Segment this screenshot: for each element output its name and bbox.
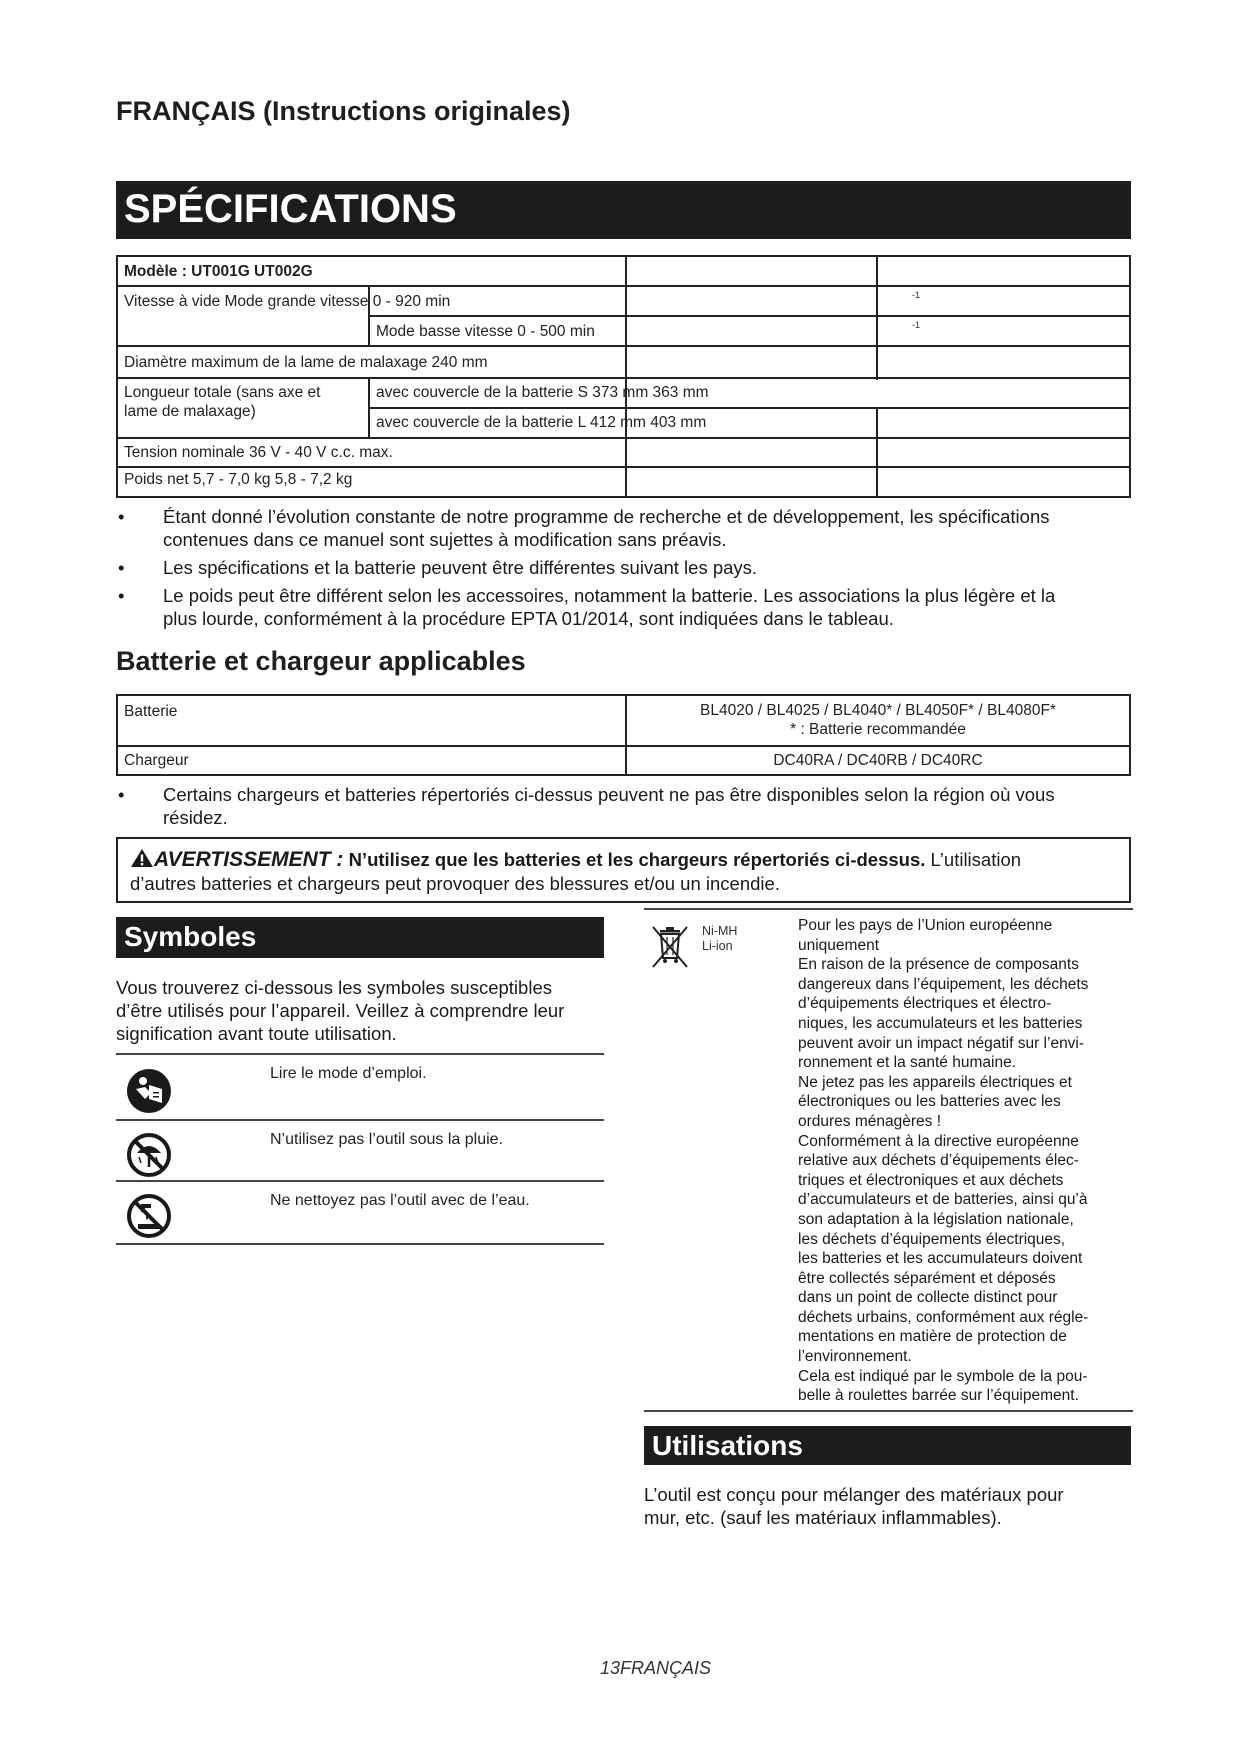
superscript: -1	[912, 320, 921, 330]
weee-line: Ne jetez pas les appareils électriques et	[798, 1073, 1072, 1091]
weee-line: belle à roulettes barrée sur l’équipement.	[798, 1387, 1079, 1405]
table-divider	[876, 257, 878, 380]
weee-line: Cela est indiqué par le symbole de la pou-	[798, 1367, 1088, 1385]
chemistry-label: Li-ion	[702, 939, 733, 953]
weee-line: peuvent avoir un impact négatif sur l’envi-	[798, 1034, 1085, 1052]
list-item	[116, 584, 1136, 630]
battery-chemistry	[702, 924, 737, 954]
utilisations-banner: Utilisations	[644, 1426, 1131, 1465]
table-divider	[368, 315, 1129, 317]
list-item	[116, 556, 1136, 579]
bullet-dot: •	[118, 506, 125, 527]
intro-line: signification avant toute utilisation.	[116, 1023, 397, 1044]
weee-line: En raison de la présence de composants	[798, 956, 1079, 974]
table-divider	[118, 377, 1129, 379]
weee-line: les déchets d’équipements électriques,	[798, 1230, 1066, 1248]
weee-text	[798, 916, 1128, 1406]
length-s-value: avec couvercle de la batterie S 373 mm 363 mm	[376, 384, 709, 401]
symbol-text: Ne nettoyez pas l’outil avec de l’eau.	[270, 1192, 530, 1209]
weight-row: Poids net 5,7 - 7,0 kg 5,8 - 7,2 kg	[124, 471, 353, 488]
weee-line: ronnement et la santé humaine.	[798, 1054, 1016, 1072]
weee-line: dangereux dans l’équipement, les déchets	[798, 975, 1089, 993]
table-divider	[118, 345, 1129, 347]
utilisations-line: mur, etc. (sauf les matériaux inflammables).	[644, 1507, 1002, 1528]
battery-note: * : Batterie recommandée	[790, 721, 966, 738]
battery-table	[116, 694, 1131, 776]
note-text: Certains chargeurs et batteries répertoriés ci-dessus peuvent ne pas être disponibles selon la région où vous	[163, 784, 1055, 805]
table-divider	[118, 466, 1129, 468]
weee-line: Pour les pays de l’Union européenne	[798, 917, 1053, 934]
charger-label: Chargeur	[124, 752, 189, 769]
no-water-cleaning-icon	[125, 1192, 173, 1240]
weee-line: déchets urbains, conformément aux régle-	[798, 1308, 1089, 1326]
blade-diameter-row: Diamètre maximum de la lame de malaxage 240 mm	[124, 354, 488, 371]
bullet-dot: •	[118, 557, 125, 578]
symbol-row	[116, 1180, 604, 1245]
intro-line: Vous trouverez ci-dessous les symboles susceptibles	[116, 977, 552, 998]
length-label: Longueur totale (sans axe et	[124, 384, 321, 401]
table-divider	[368, 407, 1129, 409]
specifications-banner: SPÉCIFICATIONS	[116, 181, 1131, 239]
note-text: résidez.	[163, 807, 228, 828]
warning-icon	[130, 848, 154, 868]
symbol-row	[116, 1053, 604, 1119]
battery-label: Batterie	[124, 703, 178, 720]
bullet-dot: •	[118, 585, 125, 606]
note-text: Le poids peut être différent selon les accessoires, notamment la batterie. Les associations la plus légère et la	[163, 585, 1056, 606]
table-divider	[118, 745, 1129, 747]
table-divider	[118, 437, 1129, 439]
symbol-row	[116, 1119, 604, 1180]
availability-notes	[116, 783, 1136, 834]
weee-line: être collectés séparément et déposés	[798, 1269, 1056, 1287]
note-text: contenues dans ce manuel sont sujettes à modification sans préavis.	[163, 529, 727, 550]
weee-line: d’accumulateurs et de batteries, ainsi qu’à	[798, 1191, 1088, 1209]
speed-low-label: Mode basse vitesse 0 - 500 min	[376, 323, 595, 340]
specification-notes	[116, 505, 1136, 635]
note-text: plus lourde, conformément à la procédure EPTA 01/2014, sont indiquées dans le tableau.	[163, 608, 894, 629]
battery-section-heading: Batterie et chargeur applicables	[116, 646, 526, 676]
voltage-row: Tension nominale 36 V - 40 V c.c. max.	[124, 444, 393, 461]
symbol-text: N’utilisez pas l’outil sous la pluie.	[270, 1131, 503, 1148]
speed-high-label: Vitesse à vide Mode grande vitesse 0 - 920 min	[124, 293, 451, 310]
charger-value: DC40RA / DC40RB / DC40RC	[773, 752, 983, 769]
page-footer: 13FRANÇAIS	[599, 1658, 712, 1678]
weee-line: triques et électroniques et aux déchets	[798, 1171, 1064, 1189]
symbol-text: Lire le mode d’emploi.	[270, 1065, 427, 1082]
warning-text: L’utilisation	[930, 849, 1022, 870]
crossed-bin-icon	[648, 922, 692, 972]
weee-line: relative aux déchets d’équipements élec-	[798, 1152, 1079, 1170]
length-l-value: avec couvercle de la batterie L 412 mm 403 mm	[376, 414, 707, 431]
warning-bold-text: N’utilisez que les batteries et les chargeurs répertoriés ci-dessus.	[348, 849, 926, 870]
weee-line: les batteries et les accumulateurs doivent	[798, 1250, 1083, 1268]
model-row: Modèle : UT001G UT002G	[124, 263, 313, 280]
symbols-intro	[116, 976, 606, 1045]
weee-line: niques, les accumulateurs et les batteries	[798, 1014, 1083, 1032]
warning-box	[116, 837, 1131, 903]
list-item	[116, 505, 1136, 551]
weee-line: mentations en matière de protection de	[798, 1328, 1067, 1346]
length-label: lame de malaxage)	[124, 403, 256, 420]
bullet-dot: •	[118, 784, 125, 805]
weee-block	[644, 908, 1133, 1412]
intro-line: d’être utilisés pour l’appareil. Veillez à comprendre leur	[116, 1000, 565, 1021]
weee-line: uniquement	[798, 936, 880, 954]
table-divider	[118, 285, 1129, 287]
chemistry-label: Ni-MH	[702, 924, 738, 938]
read-manual-icon	[125, 1067, 173, 1115]
weee-line: son adaptation à la législation nationale,	[798, 1210, 1074, 1228]
battery-value: BL4020 / BL4025 / BL4040* / BL4050F* / BL4080F*	[700, 702, 1056, 719]
utilisations-line: L’outil est conçu pour mélanger des matériaux pour	[644, 1484, 1064, 1505]
warning-text: d’autres batteries et chargeurs peut provoquer des blessures et/ou un incendie.	[130, 873, 780, 894]
weee-line: l’environnement.	[798, 1348, 912, 1366]
weee-line: dans un point de collecte distinct pour	[798, 1289, 1058, 1307]
list-item	[116, 783, 1136, 829]
weee-line: d’équipements électriques et électro-	[798, 995, 1052, 1013]
specifications-table	[116, 255, 1131, 498]
superscript: -1	[912, 290, 921, 300]
weee-line: Conformément à la directive européenne	[798, 1132, 1079, 1150]
language-title: FRANÇAIS (Instructions originales)	[116, 96, 571, 126]
note-text: Les spécifications et la batterie peuvent être différentes suivant les pays.	[163, 557, 758, 578]
weee-line: ordures ménagères !	[798, 1112, 942, 1130]
note-text: Étant donné l’évolution constante de notre programme de recherche et de développement, les spécifications	[163, 506, 1050, 527]
utilisations-text	[644, 1483, 1133, 1529]
warning-title: AVERTISSEMENT :	[154, 848, 344, 871]
no-rain-icon	[125, 1131, 173, 1179]
symbols-banner: Symboles	[116, 917, 604, 958]
table-divider	[876, 409, 878, 496]
weee-line: électroniques ou les batteries avec les	[798, 1093, 1061, 1111]
